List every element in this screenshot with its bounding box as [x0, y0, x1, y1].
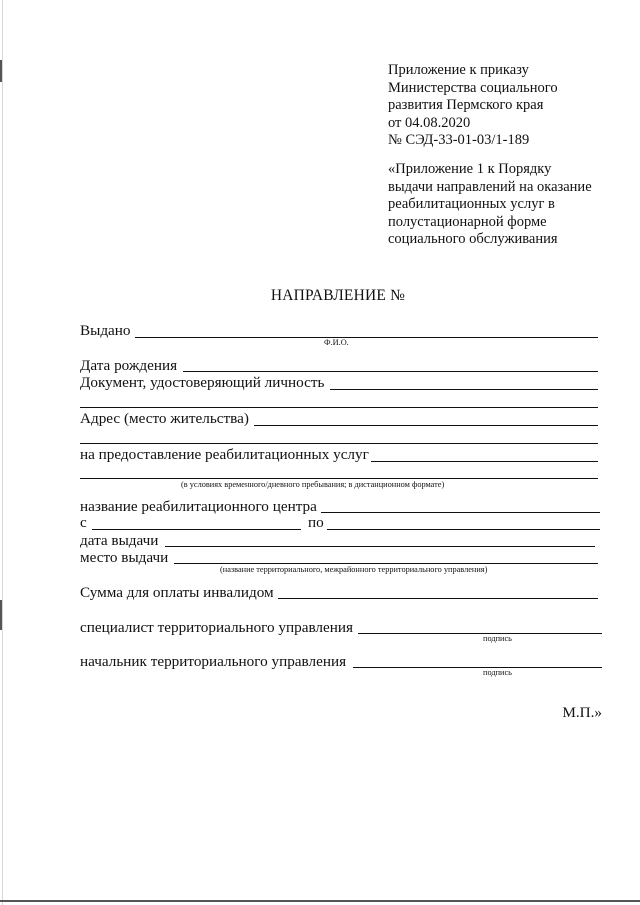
birth-date-label: Дата рождения [80, 357, 178, 374]
payment-amount-label: Сумма для оплаты инвалидом [80, 584, 274, 601]
period-from-field[interactable] [92, 529, 301, 530]
center-name-field[interactable] [321, 512, 600, 513]
signature-caption: подпись [483, 668, 512, 677]
address-label: Адрес (место жительства) [80, 410, 249, 427]
issue-place-label: место выдачи [80, 549, 169, 566]
header-line: от 04.08.2020 [388, 114, 471, 131]
document-title [0, 287, 640, 305]
header-gap [388, 150, 592, 161]
period-to-field[interactable] [327, 529, 600, 530]
services-field[interactable] [371, 461, 598, 462]
id-document-field-continuation[interactable] [80, 407, 598, 408]
address-field-continuation[interactable] [80, 443, 598, 444]
birth-date-field[interactable] [183, 371, 598, 372]
head-label: начальник территориального управления [80, 653, 347, 670]
id-document-field[interactable] [330, 389, 598, 390]
period-from-label: с [80, 514, 87, 531]
period-to-label: по [308, 514, 324, 531]
services-label: на предоставление реабилитационных услуг [80, 446, 369, 463]
id-document-label: Документ, удостоверяющий личность [80, 374, 325, 391]
header-line: № СЭД-33-01-03/1-189 [388, 132, 530, 149]
specialist-label: специалист территориального управления [80, 619, 353, 636]
issue-place-field[interactable] [174, 563, 598, 564]
scan-edge-left [2, 0, 3, 905]
issued-to-label: Выдано [80, 322, 131, 339]
scan-mark-left [0, 60, 2, 82]
seal-placeholder: М.П.» [562, 704, 602, 721]
header-line: реабилитационных услуг в [388, 196, 555, 213]
issued-to-field[interactable] [135, 337, 598, 338]
header-line: Министерства социального [388, 79, 558, 96]
header-line: Приложение к приказу [388, 62, 529, 78]
conditions-caption: (в условиях временного/дневного пребывания; в дистанционном формате) [181, 480, 445, 489]
signature-caption: подпись [483, 634, 512, 643]
fio-caption: Ф.И.О. [324, 338, 349, 347]
header-line: полустационарной форме [388, 213, 547, 230]
header-line: социального обслуживания [388, 231, 558, 248]
services-conditions-field[interactable] [80, 478, 598, 479]
order-appendix-header [388, 62, 592, 249]
specialist-signature-field[interactable] [358, 633, 602, 634]
administration-caption: (название территориального, межрайонного территориального управления) [220, 565, 488, 574]
address-field[interactable] [254, 425, 598, 426]
document-title-text: НАПРАВЛЕНИЕ № [270, 287, 406, 304]
scan-mark-left [0, 600, 2, 630]
center-name-label: название реабилитационного центра [80, 498, 317, 515]
scan-edge-bottom [0, 900, 640, 902]
header-line: «Приложение 1 к Порядку [388, 160, 552, 177]
head-signature-field[interactable] [353, 667, 602, 668]
issue-date-label: дата выдачи [80, 532, 159, 549]
header-line: развития Пермского края [388, 97, 544, 114]
issue-date-field[interactable] [165, 546, 595, 547]
header-line: выдачи направлений на оказание [388, 178, 592, 195]
payment-amount-field[interactable] [278, 598, 598, 599]
